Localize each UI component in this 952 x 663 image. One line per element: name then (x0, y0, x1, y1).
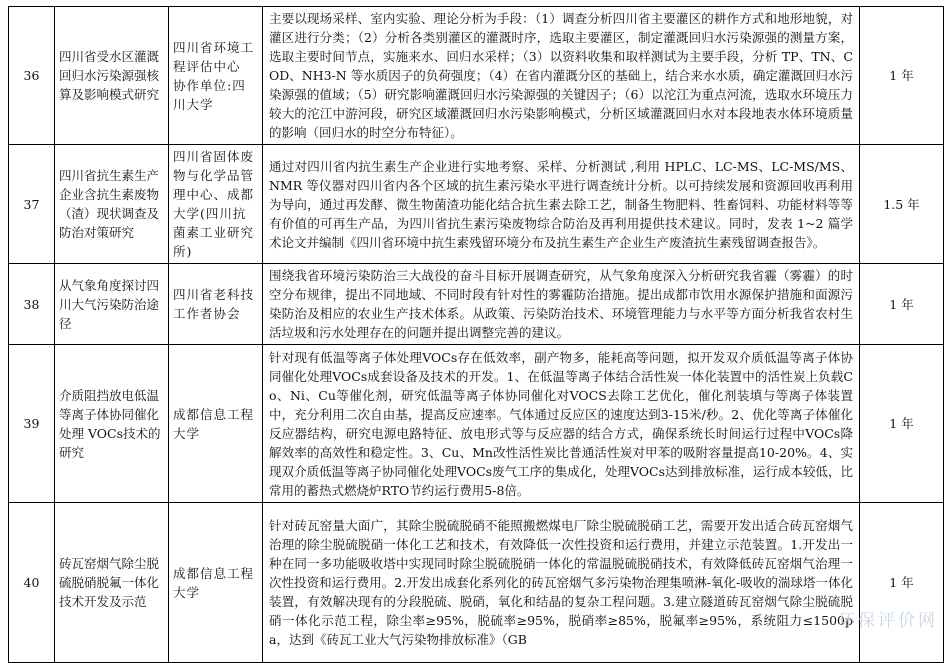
project-name: 四川省受水区灌溉回归水污染源强核算及影响模式研究 (55, 7, 169, 145)
project-organization: 四川省固体废物与化学品管理中心、成都大学(四川抗菌素工业研究所) (169, 145, 263, 264)
project-period: 1 年 (860, 7, 944, 145)
project-period: 1 年 (860, 345, 944, 503)
project-content: 通过对四川省内抗生素生产企业进行实地考察、采样、分析测试 ,利用 HPLC、LC-MS、LC-MS/MS、NMR 等仪器对四川省内各个区域的抗生素污染水平进行调查统计分析。以可持续发展和资源回收再利用为导向，通过再发酵、微生物菌渣功能化结合抗生素去除工艺，制备生物肥料、牲畜饲料、功能材料等等有价值的可再生产品，为四川省抗生素污染废物综合防治及再利用提供技术建议。同时，发表 1~2 篇学术论文并编制《四川省环境中抗生素残留环境分布及抗生素生产企业生产废渣抗生素残留调查报告》。 (263, 145, 860, 264)
project-name: 四川省抗生素生产企业含抗生素废物（渣）现状调查及防治对策研究 (55, 145, 169, 264)
row-number: 38 (9, 264, 55, 345)
row-number: 37 (9, 145, 55, 264)
project-content: 围绕我省环境污染防治三大战役的奋斗目标开展调查研究，从气象角度深入分析研究我省霾（雾霾）的时空分布规律，提出不同地域、不同时段有针对性的雾霾防治措施。提出成都市饮用水源保护措施和面源污染防治及相应的农业生产技术体系。从政策、污染防治技术、环境管理能力与水平等方面分析我省农村生活垃圾和污水处理存在的问题并提出调整完善的建议。 (263, 264, 860, 345)
project-period: 1 年 (860, 503, 944, 663)
project-organization: 四川省老科技工作者协会 (169, 264, 263, 345)
document-page (8, 6, 943, 647)
table-row (9, 503, 944, 663)
project-organization: 四川省环境工程评估中心 协作单位:四川大学 (169, 7, 263, 145)
project-organization: 成都信息工程大学 (169, 345, 263, 503)
project-table (8, 6, 944, 663)
project-content: 针对现有低温等离子体处理VOCs存在低效率，副产物多，能耗高等问题，拟开发双介质低温等离子体协同催化处理VOCs成套设备及技术的开发。1、在低温等离子体结合活性炭一体化装置中的活性炭上负载Co、Ni、Cu等催化剂，研究低温等离子体协同催化对VOCS去除工艺优化，催化剂装填与等离子体装置中，充分利用二次自由基，提高反应速率。气体通过反应区的速度达到3-15米/秒。2、优化等离子体催化反应器结构，研究电源电路特征、放电形式等与反应器的结合方式，确保系统长时间运行过程中VOCs降解效率的高效性和稳定性。3、Cu、Mn改性活性炭比普通活性炭对甲苯的吸附容量提高10-20%。4、实现双介质低温等离子协同催化处理VOCs废气工序的集成化，处理VOCs达到排放标准，运行成本较低，比常用的蓄热式燃烧炉RTO节约运行费用5-8倍。 (263, 345, 860, 503)
project-name: 从气象角度探讨四川大气污染防治途径 (55, 264, 169, 345)
project-content: 针对砖瓦窑量大面广，其除尘脱硫脱硝不能照搬燃煤电厂除尘脱硫脱硝工艺，需要开发出适合砖瓦窑烟气治理的除尘脱硫脱硝一体化工艺和技术，有效降低一次性投资和运行费用，并建立示范装置。1.开发出一种在同一多功能吸收塔中实现同时除尘脱硫脱硝一体化的常温脱硫脱硝技术，有效降低砖瓦窑烟气治理一次性投资和运行费用。2.开发出成套化系列化的砖瓦窑烟气多污染物治理集喷淋-氧化-吸收的湍球塔一体化装置，有效解决现有的分段脱硫、脱硝，氧化和结晶的复杂工程问题。3.建立隧道砖瓦窑烟气除尘脱硫脱硝一体化示范工程，除尘率≥95%，脱硫率≥95%，脱硝率≥85%，脱氟率≥95%，系统阻力≤1500pa，达到《砖瓦工业大气污染物排放标准》（GB (263, 503, 860, 663)
table-row (9, 345, 944, 503)
row-number: 40 (9, 503, 55, 663)
project-name: 砖瓦窑烟气除尘脱硫脱硝脱氟一体化技术开发及示范 (55, 503, 169, 663)
project-content: 主要以现场采样、室内实验、理论分析为手段：（1）调查分析四川省主要灌区的耕作方式和地形地貌，对灌区进行分类；（2）分析各类别灌区的灌溉时序，选取主要灌区，制定灌溉回归水污染源强的测量方案，选取主要时间节点，实施来水、回归水采样；（3）以资料收集和取样测试为主要手段，分析 TP、TN、COD、NH3-N 等水质因子的负荷强度；（4）在省内灌溉分区的基础上，结合来水水质，确定灌溉回归水污染源强的值域；（5）研究影响灌溉回归水污染源强的关键因子；（6）以沱江为重点河流，选取水环境压力较大的沱江中游河段，研究区域灌溉回归水污染影响模式，分析区域灌溉回归水对本段地表水体环境质量的影响（回归水的时空分布特征）。 (263, 7, 860, 145)
row-number: 36 (9, 7, 55, 145)
table-row (9, 145, 944, 264)
project-name: 介质阻挡放电低温等离子体协同催化处理 VOCs技术的研究 (55, 345, 169, 503)
table-row (9, 264, 944, 345)
project-period: 1.5 年 (860, 145, 944, 264)
project-period: 1 年 (860, 264, 944, 345)
table-row (9, 7, 944, 145)
row-number: 39 (9, 345, 55, 503)
project-organization: 成都信息工程大学 (169, 503, 263, 663)
watermark-logo: 环保评价网 (838, 611, 938, 631)
